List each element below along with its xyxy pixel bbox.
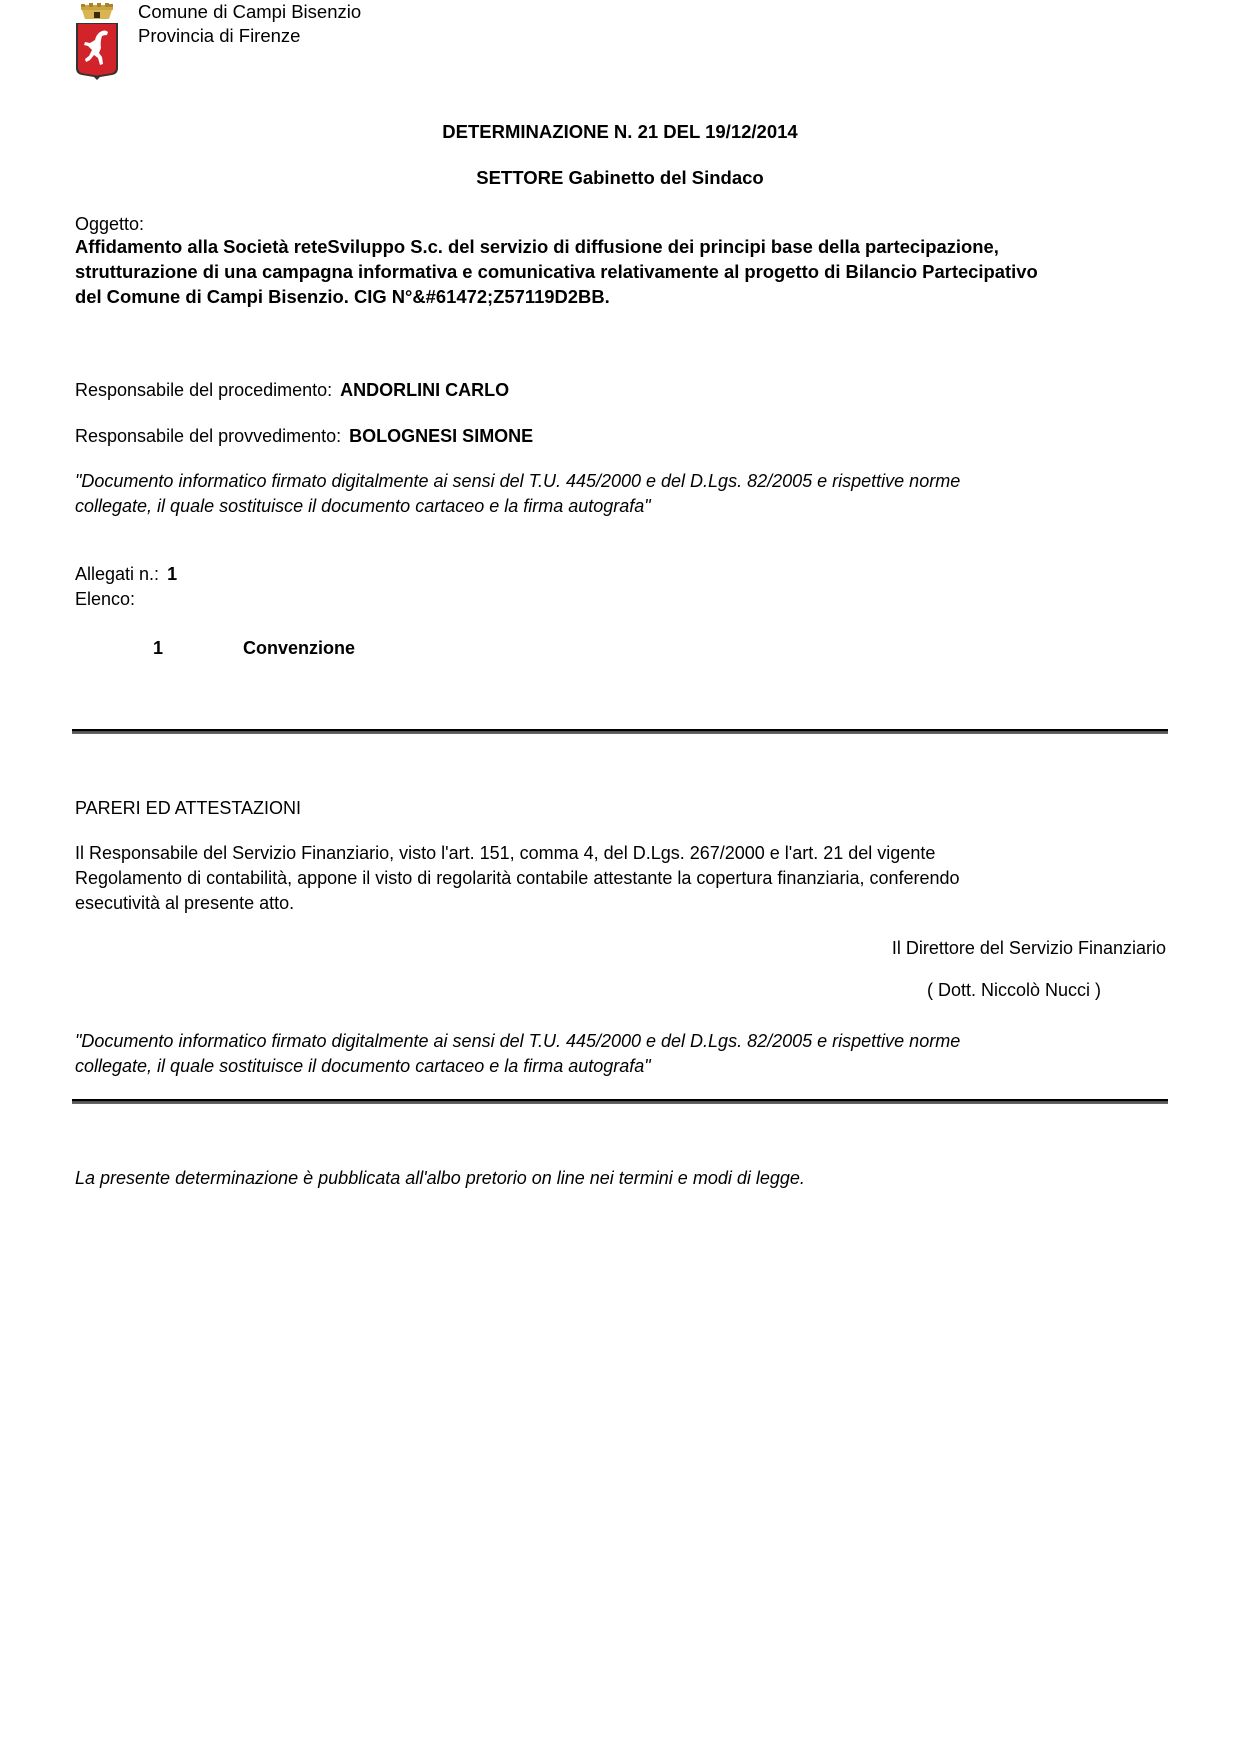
subject-label: Oggetto: <box>75 214 145 234</box>
subject-line: del Comune di Campi Bisenzio. CIG N°&#61472;Z57119D2BB. <box>75 286 610 307</box>
page-title: DETERMINAZIONE N. 21 DEL 19/12/2014 <box>442 121 798 142</box>
municipality-name: Comune di Campi Bisenzio <box>138 1 362 22</box>
province-name: Provincia di Firenze <box>138 25 301 46</box>
note-line: collegate, il quale sostituisce il documento cartaceo e la firma autografa" <box>75 1056 651 1076</box>
attachment-name: Convenzione <box>243 638 356 658</box>
sector-name: Gabinetto del Sindaco <box>568 167 764 188</box>
attachments-label: Allegati n.: <box>75 564 160 584</box>
attachment-number: 1 <box>153 638 164 658</box>
signer-name: ( Dott. Niccolò Nucci ) <box>926 980 1101 1000</box>
signer-title: Il Direttore del Servizio Finanziario <box>891 938 1166 958</box>
subject-line: Affidamento alla Società reteSviluppo S.c. del servizio di diffusione dei principi base della partecipazione, <box>75 236 999 257</box>
responsabile-procedimento-label: Responsabile del procedimento: <box>75 380 333 400</box>
responsabile-procedimento-value: ANDORLINI CARLO <box>340 380 510 400</box>
sector-label: SETTORE <box>476 167 564 188</box>
sector-line <box>0 169 1240 188</box>
section-divider <box>72 1099 1168 1104</box>
digital-signature-note <box>75 1029 1175 1079</box>
list-label: Elenco: <box>75 589 136 609</box>
section-divider <box>72 729 1168 734</box>
responsabile-provvedimento <box>75 427 533 445</box>
note-line: "Documento informatico firmato digitalmente ai sensi del T.U. 445/2000 e del D.Lgs. 82/2005 e rispettive norme <box>75 471 961 491</box>
opinions-paragraph <box>75 841 1175 916</box>
digital-signature-note <box>75 469 1175 519</box>
responsabile-procedimento <box>75 381 509 399</box>
paragraph-line: Regolamento di contabilità, appone il visto di regolarità contabile attestante la copertura finanziaria, conferendo <box>75 868 960 888</box>
responsabile-provvedimento-value: BOLOGNESI SIMONE <box>349 426 534 446</box>
note-line: "Documento informatico firmato digitalmente ai sensi del T.U. 445/2000 e del D.Lgs. 82/2005 e rispettive norme <box>75 1031 961 1051</box>
attachments-count-line <box>75 565 177 583</box>
paragraph-line: Il Responsabile del Servizio Finanziario, visto l'art. 151, comma 4, del D.Lgs. 267/2000 e l'art. 21 del vigente <box>75 843 936 863</box>
publication-note: La presente determinazione è pubblicata all'albo pretorio on line nei termini e modi di legge. <box>75 1168 805 1188</box>
responsabile-provvedimento-label: Responsabile del provvedimento: <box>75 426 342 446</box>
subject-text <box>75 234 1185 309</box>
paragraph-line: esecutività al presente atto. <box>75 893 295 913</box>
campi-bisenzio-crest-icon <box>74 2 120 80</box>
note-line: collegate, il quale sostituisce il documento cartaceo e la firma autografa" <box>75 496 651 516</box>
subject-line: strutturazione di una campagna informativa e comunicativa relativamente al progetto di Bilancio Partecipativo <box>75 261 1038 282</box>
attachments-count: 1 <box>167 564 178 584</box>
opinions-heading: PARERI ED ATTESTAZIONI <box>75 798 302 818</box>
